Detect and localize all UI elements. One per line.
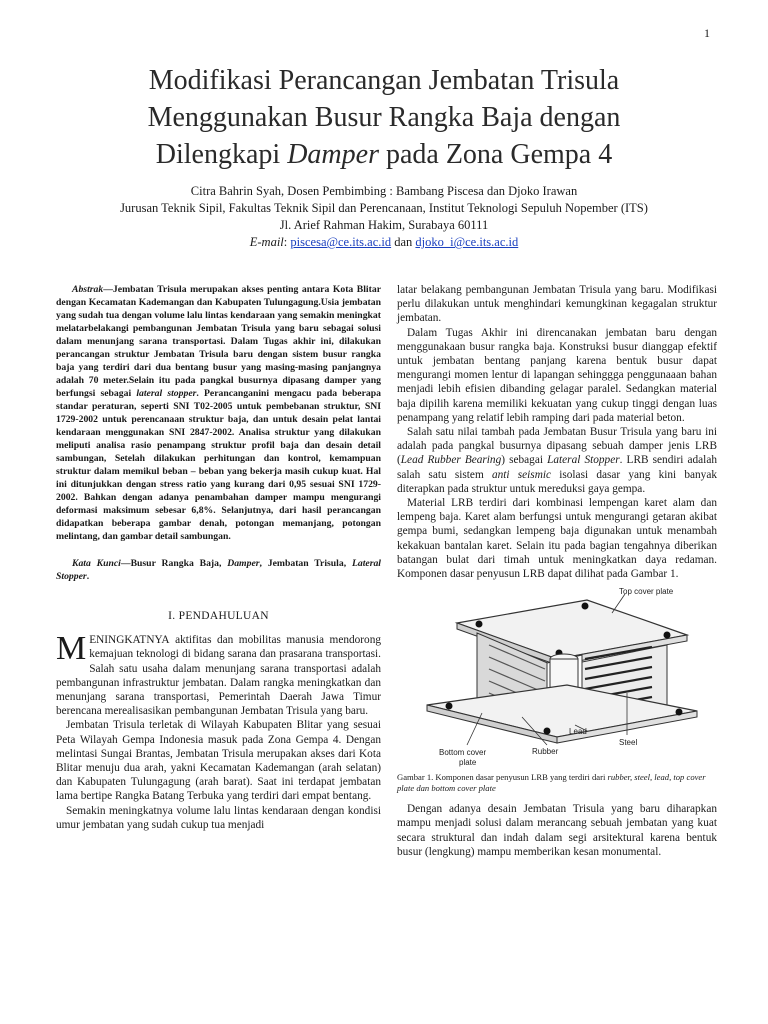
page-number: 1 bbox=[704, 26, 710, 40]
paper-title bbox=[60, 62, 708, 173]
right-paragraph-3 bbox=[397, 425, 717, 496]
keywords-post: . bbox=[86, 571, 90, 582]
label-steel: Steel bbox=[619, 738, 638, 748]
right-p3-mid2: . LRB sendiri adalah salah satu sistem bbox=[397, 454, 717, 481]
label-rubber: Rubber bbox=[532, 747, 559, 757]
intro-smallcaps: ENINGKATNYA bbox=[89, 634, 170, 647]
right-p3-post: isolasi dasar yang kini banyak diterapkan pada struktur untuk mereduksi gaya gempa. bbox=[397, 468, 717, 495]
right-paragraph-1: latar belakang pembangunan Jembatan Trisula yang baru. Modifikasi perlu dilakukan untuk menghindari kemungkinan kegagalan struktur jembatan. bbox=[397, 284, 717, 325]
right-paragraph-5: Dengan adanya desain Jembatan Trisula yang baru diharapkan mampu menjadi solusi dalam merancang sebuah jembatan yang kuat secara struktural dan indah dalam segi arsitektural karena bentuk busur (lengkung) mampu memberikan kesan monumental. bbox=[397, 803, 717, 858]
author-affiliation: Jurusan Teknik Sipil, Fakultas Teknik Sipil dan Perencanaan, Institut Teknologi Sepuluh Nopember (ITS) bbox=[120, 201, 648, 215]
keywords-damper: Damper bbox=[227, 558, 260, 569]
label-top-cover-plate: Top cover plate bbox=[619, 587, 674, 597]
lrb-figure bbox=[397, 585, 717, 768]
email-and: dan bbox=[391, 235, 416, 249]
keywords-dash: — bbox=[120, 558, 131, 569]
figure-caption bbox=[397, 772, 717, 794]
label-bottom-cover-plate-1: Bottom cover bbox=[439, 748, 487, 758]
title-line-3-pre: Dilengkapi bbox=[155, 139, 288, 170]
title-line-1: Modifikasi Perancangan Jembatan Trisula bbox=[148, 65, 620, 96]
abstract-label: Abstrak bbox=[72, 284, 104, 295]
section-heading-pendahuluan: I. PENDAHULUAN bbox=[168, 610, 269, 622]
author-address: Jl. Arief Rahman Hakim, Surabaya 60111 bbox=[279, 218, 489, 232]
right-paragraph-2: Dalam Tugas Akhir ini direncanakan jembatan baru dengan menggunakaan busur rangka baja. Konstruksi busur dianggap efektif untuk jembatan bentang panjang karena bentuk busur dapat mengurangi momen lentur di lapangan sehinggga penggunaaan bahan menjadi lebih efisien dibanding gelagar paralel. Sedangkan material baja dipilih karena memiliki kekuatan yang cukup tinggi dengan luas penampang yang relatif lebih ramping dari pada material beton. bbox=[397, 326, 717, 424]
abstract-dash: — bbox=[103, 284, 113, 295]
email-label: E-mail bbox=[249, 235, 284, 249]
right-p3-mid1: ) sebagai bbox=[501, 454, 548, 467]
intro-text-1: aktifitas dan mobilitas manusia mendorong kemajuan teknologi di bidang sarana dan prasarana transportasi. Salah satu usaha dalam menunjang sarana transportasi adalah pembangunan infrastruktur jembatan. Dalam rangka meningkatkan dan menunjang sarana transportasi, Pemerintah Daerah Jawa Timur berencana merealisasikan pembangunan Jembatan Trisula yang baru. bbox=[56, 634, 381, 718]
caption-italic: rubber, steel, lead, top cover plate dan bottom cover plate bbox=[397, 772, 706, 794]
abstract-text-2: . Perancanganini mengacu pada beberapa standar peraturan, seperti SNI T02-2005 untuk pembebanan struktur, SNI 1729-2002 untuk perencanaan struktur baja, dan untuk desain pelat lantai kendaraan menggunakan SNI 2847-2002. Analisa struktur yang dilakukan meliputi analisa rasio penampang struktur profil baja dan desain detail sambungan, Setelah dilakukan perhitungan dan kontrol, kemampuan struktur dalam memikul beban – beban yang bekerja masih cukup kuat. Hal ini ditunjukkan dengan stress ratio yang kurang dari 0,95 sesuai SNI 1729-2002. Bahkan dengan adanya penambahan damper mampu mengurangi deformasi maksimum sebesar 6,8%. Selanjutnya, dari hasil perancangan didapatkan beberapa gambar denah, potongan memanjang, potongan melintang, dan gambar detail sambungan. bbox=[56, 388, 381, 542]
abstract bbox=[56, 283, 381, 543]
label-lead: Lead bbox=[569, 727, 587, 737]
title-line-2: Menggunakan Busur Rangka Baja dengan bbox=[147, 102, 621, 133]
right-p3-lateral-stopper: Lateral Stopper bbox=[547, 454, 620, 467]
title-line-3 bbox=[60, 136, 708, 173]
title-damper-italic: Damper bbox=[287, 139, 379, 170]
intro-paragraph-1 bbox=[56, 630, 381, 718]
right-column bbox=[397, 283, 717, 859]
intro-paragraph-2: Jembatan Trisula terletak di Wilayah Kabupaten Blitar yang sesuai Peta Wilayah Gempa Indonesia masuk pada Zona Gempa 4. Dengan melintasi Sungai Brantas, Jembatan Trisula merupakan akses dari Kota Blitar menuju dua arah, yakni Kecamatan Kademangan (arah selatan) dan Kabupaten Tulungagung (arah barat). Saat ini terdapat jembatan lama bertipe Rangka Batang Terbuka yang terdiri dari empat bentang. bbox=[56, 719, 381, 803]
abstract-text-1: Jembatan Trisula merupakan akses penting antara Kota Blitar dengan Kecamatan Kademangan dan Kabupaten Tulungagung.Usia jembatan yang sudah tua dengan volume lalu lintas kendaraan yang semakin meningkat melatarbelakangi pembangunan Jembatan Trisula yang baru sebagai solusi dalam menunjang sarana transportasi. Dalam Tugas akhir ini, dilakukan perancangan struktur Jembatan Trisula baru dengan sistem busur rangka baja yang terdiri dari dua bentang busur yang masing-masing panjangnya adalah 70 meter.Selain itu pada pangkal busurnya dipasang damper yang berfungsi sebagai bbox=[56, 284, 381, 399]
author-names: Citra Bahrin Syah, Dosen Pembimbing : Bambang Piscesa dan Djoko Irawan bbox=[190, 184, 578, 198]
email-link-djoko[interactable]: djoko_i@ce.its.ac.id bbox=[415, 235, 519, 249]
caption-text: Gambar 1. Komponen dasar penyusun LRB yang terdiri dari bbox=[397, 772, 608, 783]
right-p3-anti-seismic: anti seismic bbox=[491, 468, 552, 481]
abstract-lateral-stopper: lateral stopper bbox=[136, 388, 197, 399]
left-column bbox=[56, 283, 381, 832]
email-link-piscesa[interactable]: piscesa@ce.its.ac.id bbox=[290, 235, 392, 249]
dropcap-letter: M bbox=[56, 630, 87, 668]
keywords bbox=[56, 557, 381, 583]
label-bottom-cover-plate-2: plate bbox=[459, 758, 477, 768]
keywords-lateral-stopper: Lateral Stopper bbox=[56, 558, 381, 582]
author-block bbox=[40, 183, 728, 251]
intro-paragraph-3: Semakin meningkatnya volume lalu lintas kendaraan dengan kondisi umur jembatan yang sudah cukup tua menjadi bbox=[56, 804, 381, 831]
keywords-mid: , Jembatan Trisula, bbox=[259, 558, 352, 569]
keywords-label: Kata Kunci bbox=[72, 558, 121, 569]
keywords-pre: Busur Rangka Baja, bbox=[130, 558, 228, 569]
right-p3-lrb-italic: Lead Rubber Bearing bbox=[400, 454, 502, 467]
lrb-diagram bbox=[397, 585, 717, 768]
right-paragraph-4: Material LRB terdiri dari kombinasi lempengan karet alam dan lempeng baja. Karet alam berfungsi untuk mengurangi getaran akibat gempa bumi, sedangkan lempeng baja digunakan untuk menambah kekakuan bantalan karet. Selain itu pada bagian tengahnya diberikan batangan bulat dari timah untuk meningkatkan daya redaman. Komponen dasar penyusun LRB dapat dilihat pada Gambar 1. bbox=[397, 497, 717, 581]
email-separator: : bbox=[283, 235, 291, 249]
author-email-line bbox=[40, 234, 728, 251]
title-line-3-post: pada Zona Gempa 4 bbox=[378, 139, 613, 170]
right-p3-pre: Salah satu nilai tambah pada Jembatan Busur Trisula yang baru ini adalah pada pangkal busurnya dipasang sebuah damper jenis LRB ( bbox=[397, 426, 717, 467]
